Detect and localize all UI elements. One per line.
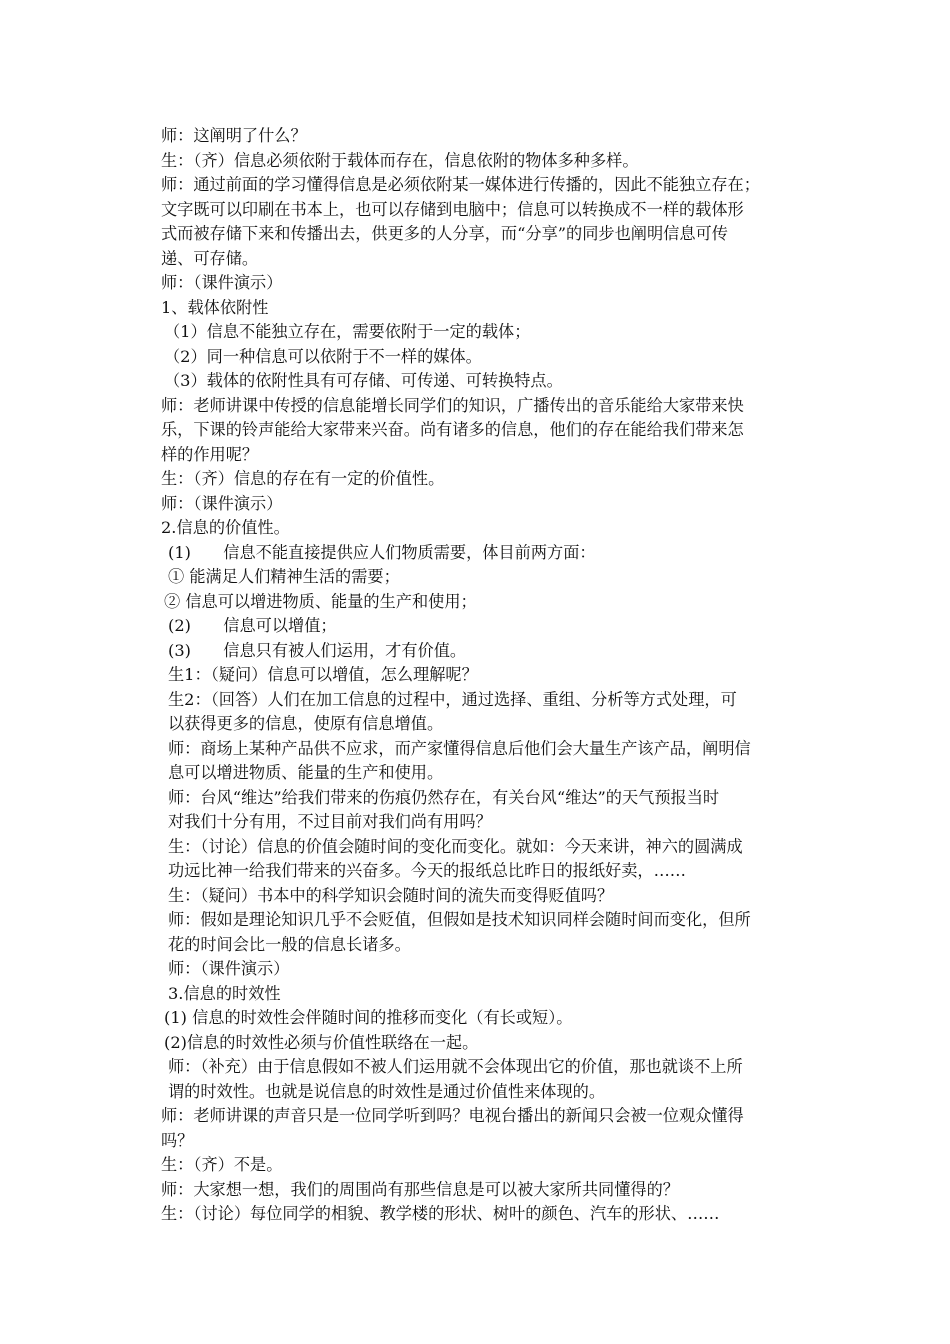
text-line: 样的作用呢？ xyxy=(161,444,259,464)
text-line: 以获得更多的信息，使原有信息增值。 xyxy=(168,714,444,733)
list-item: (2)信息的时效性必须与价值性联络在一起。 xyxy=(164,1032,479,1052)
text-line: 师：大家想一想，我们的周围尚有那些信息是可以被大家所共同懂得的？ xyxy=(161,1179,679,1199)
text-line: 生：（齐）信息的存在有一定的价值性。 xyxy=(161,469,445,488)
list-item: (3) 信息只有被人们运用，才有价值。 xyxy=(168,640,467,660)
text-line: 对我们十分有用，不过目前对我们尚有用吗？ xyxy=(168,812,492,831)
text-line: 师：老师讲课中传授的信息能增长同学们的知识，广播传出的音乐能给大家带来快 xyxy=(161,395,744,415)
list-item: （2）同一种信息可以依附于不一样的媒体。 xyxy=(164,346,482,366)
text-line: 功远比神一给我们带来的兴奋多。今天的报纸总比昨日的报纸好卖，…… xyxy=(168,861,686,880)
document-body xyxy=(161,124,861,1227)
list-item: ① 能满足人们精神生活的需要； xyxy=(168,567,400,586)
list-item: (1) 信息不能直接提供应人们物质需要，体目前两方面： xyxy=(168,542,596,562)
text-line: 师：通过前面的学习懂得信息是必须依附某一媒体进行传播的，因此不能独立存在； xyxy=(161,175,760,194)
list-item: ② 信息可以增进物质、能量的生产和使用； xyxy=(164,591,477,611)
section-heading: 3.信息的时效性 xyxy=(168,983,281,1003)
text-line: 师：（课件演示） xyxy=(168,959,290,978)
text-line: 生：（疑问）书本中的科学知识会随时间的流失而变得贬值吗？ xyxy=(168,885,614,905)
text-line: 师：老师讲课的声音只是一位同学听到吗？电视台播出的新闻只会被一位观众懂得 xyxy=(161,1106,744,1125)
text-line: 师：（课件演示） xyxy=(161,273,283,292)
text-line: 乐，下课的铃声能给大家带来兴奋。尚有诸多的信息，他们的存在能给我们带来怎 xyxy=(161,420,744,439)
text-line: 生1：（疑问）信息可以增值，怎么理解呢？ xyxy=(168,665,478,684)
list-item: (1) 信息的时效性会伴随时间的推移而变化（有长或短）。 xyxy=(164,1008,573,1027)
text-line: 师：台风“维达”给我们带来的伤痕仍然存在，有关台风“维达”的天气预报当时 xyxy=(168,787,720,807)
list-item: （3）载体的依附性具有可存储、可传递、可转换特点。 xyxy=(164,371,563,390)
list-item: （1）信息不能独立存在，需要依附于一定的载体； xyxy=(164,322,531,341)
text-line: 生：（讨论）每位同学的相貌、教学楼的形状、树叶的颜色、汽车的形状、…… xyxy=(161,1204,720,1223)
text-line: 师：假如是理论知识几乎不会贬值，但假如是技术知识同样会随时间而变化，但所 xyxy=(168,910,751,929)
text-line: 生：（讨论）信息的价值会随时间的变化而变化。就如：今天来讲，神六的圆满成 xyxy=(168,836,743,856)
text-line: 吗？ xyxy=(161,1130,194,1150)
list-item: (2) 信息可以增值； xyxy=(168,616,337,635)
text-line: 谓的时效性。也就是说信息的时效性是通过价值性来体现的。 xyxy=(168,1081,606,1101)
text-line: 文字既可以印刷在书本上，也可以存储到电脑中；信息可以转换成不一样的载体形 xyxy=(161,199,744,219)
text-line: 师：（补充）由于信息假如不被人们运用就不会体现出它的价值，那也就谈不上所 xyxy=(168,1057,743,1076)
text-line: 生：（齐）不是。 xyxy=(161,1155,283,1174)
text-line: 花的时间会比一般的信息长诸多。 xyxy=(168,934,411,954)
text-line: 递、可存储。 xyxy=(161,248,259,268)
section-heading: 2.信息的价值性。 xyxy=(161,518,290,537)
text-line: 师：商场上某种产品供不应求，而产家懂得信息后他们会大量生产该产品，阐明信 xyxy=(168,738,751,758)
text-line: 式而被存储下来和传播出去，供更多的人分享，而“分享”的同步也阐明信息可传 xyxy=(161,224,728,243)
text-line: 师：（课件演示） xyxy=(161,493,283,513)
text-line: 息可以增进物质、能量的生产和使用。 xyxy=(168,763,444,782)
text-line: 师：这阐明了什么？ xyxy=(161,126,307,145)
text-line: 生2：（回答）人们在加工信息的过程中，通过选择、重组、分析等方式处理，可 xyxy=(168,689,737,709)
text-line: 生：（齐）信息必须依附于载体而存在，信息依附的物体多种多样。 xyxy=(161,150,639,170)
section-heading: 1、载体依附性 xyxy=(161,297,269,317)
